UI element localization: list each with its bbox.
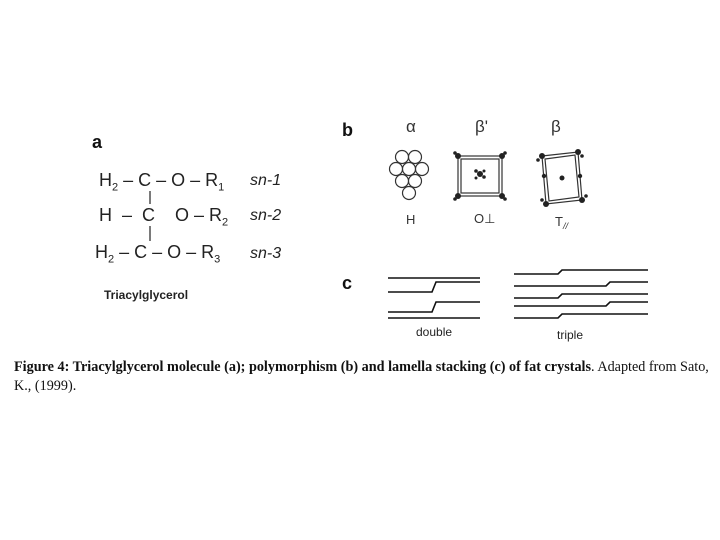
panel-b-label: b bbox=[342, 120, 353, 140]
double-label: double bbox=[416, 325, 453, 339]
sn3-label: sn-3 bbox=[250, 245, 282, 262]
beta-prime-symbol: β' bbox=[475, 117, 489, 136]
molecule-name: Triacylglycerol bbox=[104, 288, 189, 302]
triple-label: triple bbox=[557, 328, 584, 342]
alpha-hexagonal-packing-diagram bbox=[388, 148, 438, 204]
double-chain-stacking-diagram bbox=[388, 270, 488, 322]
figure-caption bbox=[14, 358, 714, 396]
beta-prime-orthorhombic-diagram bbox=[450, 146, 512, 208]
formula-row-1: $H_2$ – C – O – $R_1$ bbox=[99, 170, 225, 194]
panel-a-label: a bbox=[92, 132, 103, 152]
beta-sublabel: $T_{//}$ bbox=[555, 214, 568, 231]
caption-rest: . Adapted from Sato, K., (1999). bbox=[14, 359, 709, 394]
beta-symbol: β bbox=[551, 117, 561, 136]
panel-c-label: c bbox=[342, 273, 353, 293]
triple-chain-stacking-diagram bbox=[510, 266, 652, 326]
alpha-symbol: α bbox=[406, 117, 416, 136]
beta-prime-sublabel: O⊥ bbox=[474, 211, 496, 226]
formula-row-3: $H_2$ – C – O – $R_3$ bbox=[95, 242, 221, 266]
beta-triclinic-diagram bbox=[530, 146, 594, 212]
sn2-label: sn-2 bbox=[250, 207, 282, 224]
formula-row-2: H – C O – $R_2$ bbox=[99, 205, 229, 229]
alpha-sublabel: H bbox=[406, 212, 416, 227]
sn1-label: sn-1 bbox=[250, 172, 282, 189]
caption-bold-part: Figure 4: Triacylglycerol molecule (a); polymorphism (b) and lamella stacking (c) of fat crystals bbox=[14, 359, 592, 375]
